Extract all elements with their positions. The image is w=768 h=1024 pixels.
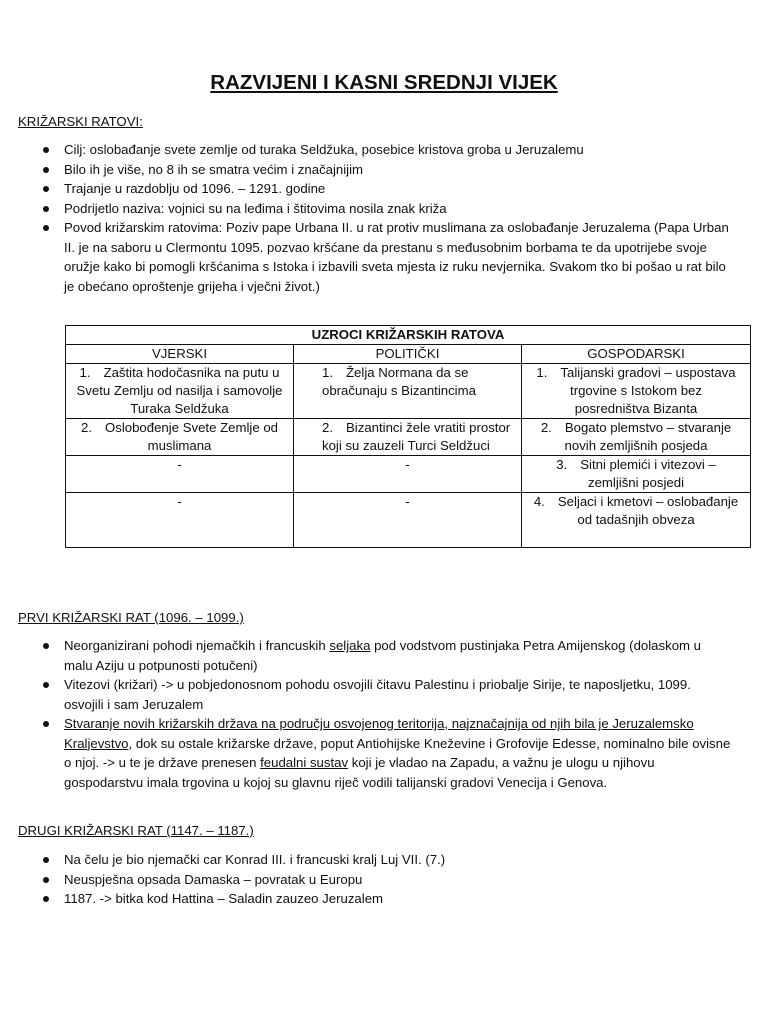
causes-table [65,325,751,548]
section-heading-first-crusade: PRVI KRIŽARSKI RAT (1096. – 1099.) [18,610,244,625]
document-title: RAZVIJENI I KASNI SREDNJI VIJEK [210,71,558,94]
list-item: 1187. -> bitka kod Hattina – Saladin zauzeo Jeruzalem [18,889,733,909]
table-cell: 2. Oslobođenje Svete Zemlje od muslimana [80,420,278,453]
table-cell: - [177,457,182,472]
first-crusade-bullet-list [18,636,733,792]
column-header-political: POLITIČKI [294,345,522,364]
table-cell: - [405,494,410,509]
section-heading-second-crusade: DRUGI KRIŽARSKI RAT (1147. – 1187.) [18,823,254,838]
table-cell: - [405,457,410,472]
column-header-religious: VJERSKI [66,345,294,364]
table-cell: 1. Želja Normana da se obračunaju s Bizantincima [322,365,476,398]
table-cell: 3. Sitni plemići i vitezovi – zemljišni posjedi [556,457,716,490]
table-title: UZROCI KRIŽARSKIH RATOVA [66,326,751,345]
table-cell: 2. Bizantinci žele vratiti prostor koji su zauzeli Turci Seldžuci [322,420,511,453]
list-item: Podrijetlo naziva: vojnici su na leđima i štitovima nosila znak križa [18,199,733,219]
list-item: Na čelu je bio njemački car Konrad III. i francuski kralj Luj VII. (7.) [18,850,733,870]
crusades-bullet-list [18,140,733,296]
table-row [66,493,751,548]
table-cell: 1. Zaštita hodočasnika na putu u Svetu Zemlju od nasilja i samovolje Turaka Seldžuka [76,365,283,416]
section-heading-crusades: KRIŽARSKI RATOVI: [18,114,143,129]
column-header-economic: GOSPODARSKI [522,345,751,364]
list-item: Trajanje u razdoblju od 1096. – 1291. godine [18,179,733,199]
table-cell: 1. Talijanski gradovi – uspostava trgovine s Istokom bez posredništva Bizanta [536,365,736,416]
table-row [66,456,751,493]
list-item: Cilj: oslobađanje svete zemlje od turaka Seldžuka, posebice kristova groba u Jeruzalemu [18,140,733,160]
list-item: Neorganizirani pohodi njemačkih i francuskih seljaka pod vodstvom pustinjaka Petra Amijenskog (dolaskom u malu Aziju u potpunosti potučeni) [18,636,733,675]
table-cell: - [177,494,182,509]
list-item: Stvaranje novih križarskih država na području osvojenog teritorija, najznačajnija od njih bila je Jeruzalemsko Kraljevstvo, dok su ostale križarske države, poput Antiohijske Kneževine i Grofovije Edesse, nominalno bile ovisne o njoj. -> u te je države prenesen feudalni sustav koji je vladao na Zapadu, a važnu je ulogu u njihovu gospodarstvu imala trgovina u kojoj su glavnu riječ vodili talijanski gradovi Venecija i Genova. [18,714,733,792]
list-item: Bilo ih je više, no 8 ih se smatra većim i značajnijim [18,160,733,180]
table-cell: 2. Bogato plemstvo – stvaranje novih zemljišnih posjeda [540,420,732,453]
list-item: Vitezovi (križari) -> u pobjedonosnom pohodu osvojili čitavu Palestinu i priobalje Sirije, te naposljetku, 1099. osvojili i sam Jeruzalem [18,675,733,714]
list-item: Neuspješna opsada Damaska – povratak u Europu [18,870,733,890]
table-row [66,419,751,456]
list-item: Povod križarskim ratovima: Poziv pape Urbana II. u rat protiv muslimana za oslobađanje Jeruzalema (Papa Urban II. je na saboru u Clermontu 1095. pozvao kršćane da prestanu s međusobnim borbama te da upotrijebe svoje oružje kako bi pomogli kršćanima s Istoka i izbavili sveta mjesta iz ruku nevjernika. Svakom tko bi pošao u rat bilo je obećano oproštenje grijeha i vječni život.) [18,218,733,296]
table-row [66,364,751,419]
table-cell: 4. Seljaci i kmetovi – oslobađanje od tadašnjih obveza [533,494,739,527]
second-crusade-bullet-list [18,850,733,909]
